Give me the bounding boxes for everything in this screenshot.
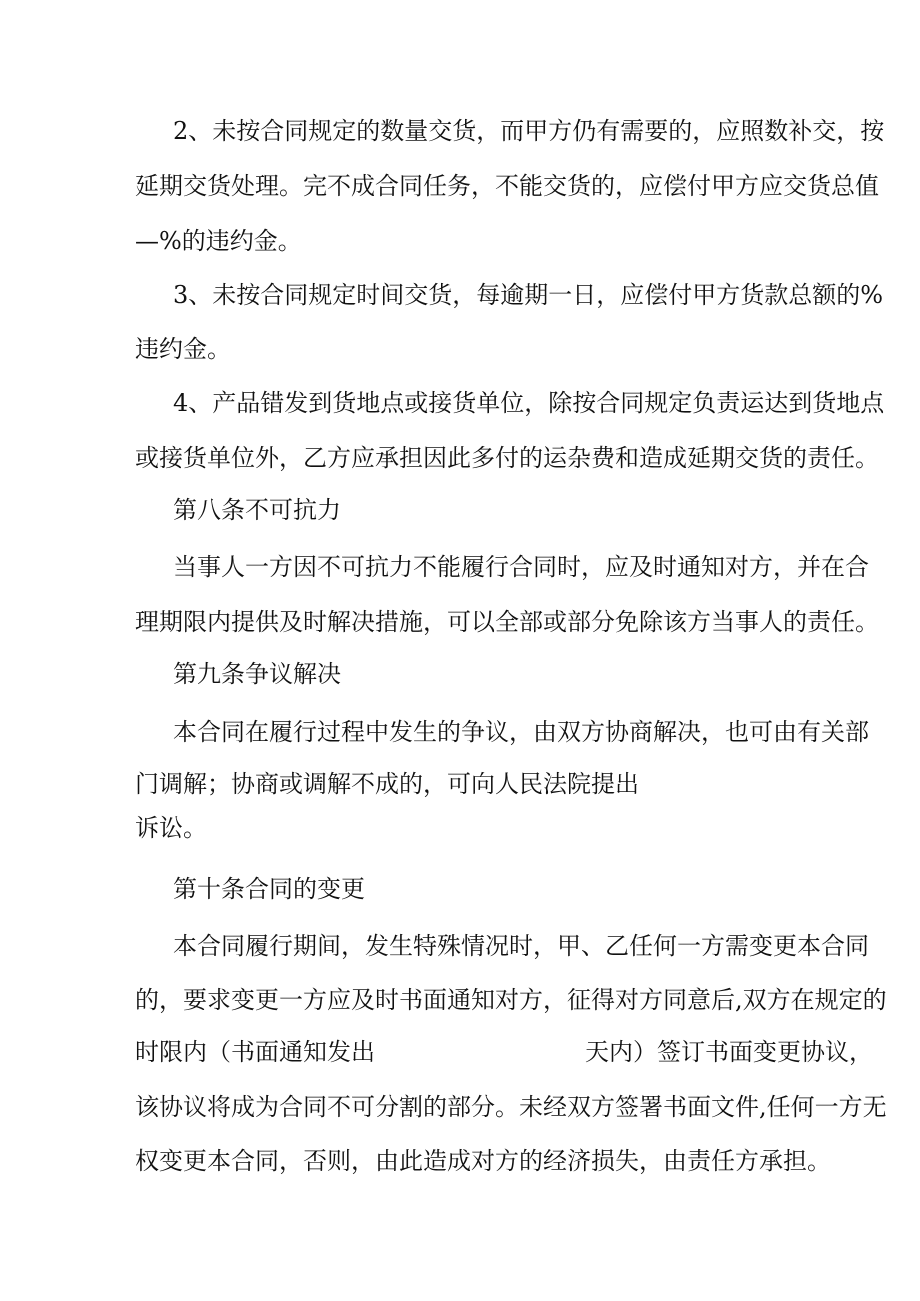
clause10-line-5: 权变更本合同，否则，由此造成对方的经济损失，由责任方承担。: [135, 1147, 831, 1175]
clause9-title: 第九条争议解决: [173, 660, 341, 688]
item2-line-1: 2、未按合同规定的数量交货，而甲方仍有需要的，应照数补交，按: [173, 117, 885, 145]
item3-line-2: 违约金。: [135, 335, 231, 363]
clause9-line-3: 诉讼。: [135, 814, 207, 842]
clause10-line-4: 该协议将成为合同不可分割的部分。未经双方签署书面文件,任何一方无: [135, 1093, 887, 1121]
item2-line-3: —%的违约金。: [135, 227, 302, 255]
item4-line-1: 4、产品错发到货地点或接货单位，除按合同规定负责运达到货地点: [173, 389, 885, 417]
clause9-line-1: 本合同在履行过程中发生的争议，由双方协商解决，也可由有关部: [173, 718, 869, 746]
item4-line-2: 或接货单位外，乙方应承担因此多付的运杂费和造成延期交货的责任。: [135, 444, 879, 472]
item3-line-1: 3、未按合同规定时间交货，每逾期一日，应偿付甲方货款总额的%: [173, 281, 884, 309]
clause10-line-3-part-b: 天内）签订书面变更协议，: [585, 1038, 873, 1066]
clause8-line-2: 理期限内提供及时解决措施，可以全部或部分免除该方当事人的责任。: [135, 608, 879, 636]
clause10-line-1: 本合同履行期间，发生特殊情况时，甲、乙任何一方需变更本合同: [173, 932, 869, 960]
clause9-line-2: 门调解；协商或调解不成的，可向人民法院提出: [135, 770, 639, 798]
clause8-line-1: 当事人一方因不可抗力不能履行合同时，应及时通知对方，并在合: [173, 553, 869, 581]
clause8-title: 第八条不可抗力: [173, 496, 341, 524]
clause10-line-3-part-a: 时限内（书面通知发出: [135, 1038, 375, 1066]
clause10-title: 第十条合同的变更: [173, 875, 365, 903]
item2-line-2: 延期交货处理。完不成合同任务，不能交货的，应偿付甲方应交货总值: [135, 172, 879, 200]
clause10-line-2: 的，要求变更一方应及时书面通知对方，征得对方同意后,双方在规定的: [135, 986, 887, 1014]
clause10-line-3: [0, 1036, 920, 1068]
